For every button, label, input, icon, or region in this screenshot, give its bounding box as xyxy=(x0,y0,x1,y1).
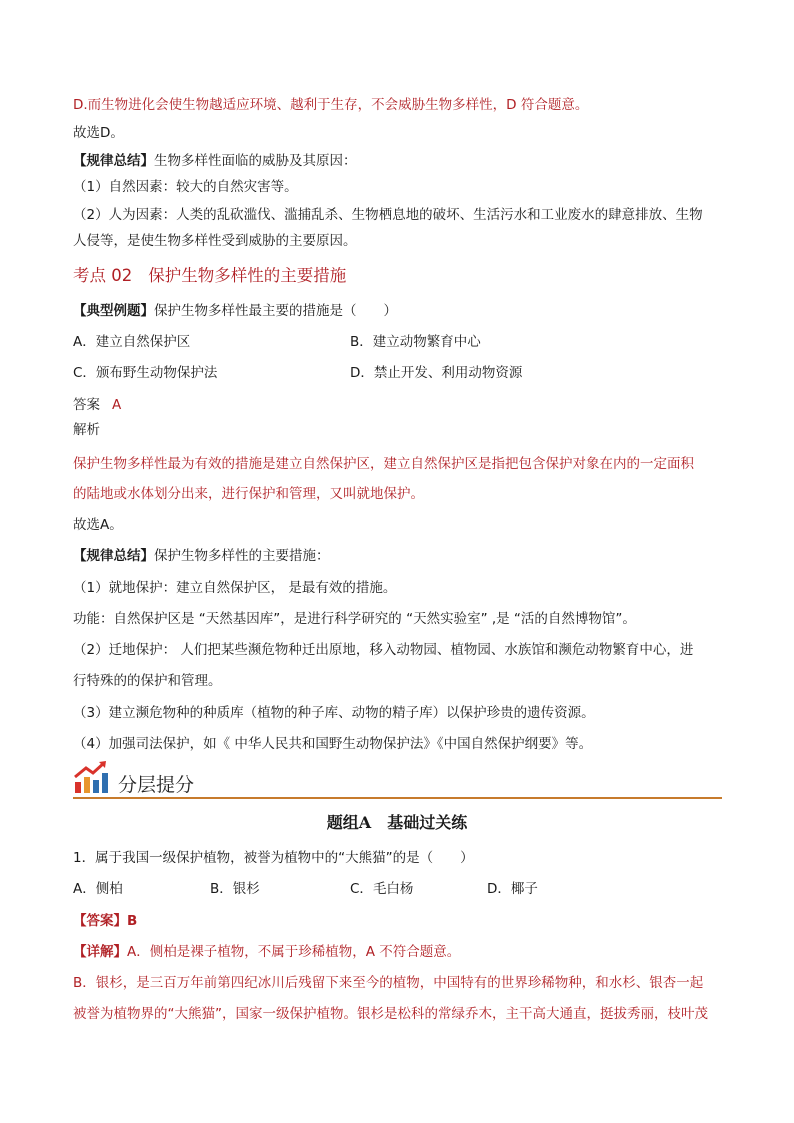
question-1: 1．属于我国一级保护植物，被誉为植物中的“大熊猫”的是（ ） xyxy=(73,850,474,866)
summary-tag: 【规律总结】 xyxy=(73,153,154,169)
q1-detail-b-1: B．银杉，是三百万年前第四纪冰川后残留下来至今的植物，中国特有的世界珍稀物种，和水杉、银杏一起 xyxy=(73,975,704,991)
analysis-line-1: 保护生物多样性最为有效的措施是建立自然保护区，建立自然保护区是指把包含保护对象在内的一定面积 xyxy=(73,456,694,472)
summary-line-1 xyxy=(73,152,357,170)
example-answer xyxy=(73,396,121,414)
chart-growth-icon xyxy=(73,760,109,794)
banner-divider xyxy=(73,797,722,799)
example-tag: 【典型例题】 xyxy=(73,303,154,319)
measure-1: （1）就地保护：建立自然保护区， 是最有效的措施。 xyxy=(73,580,397,596)
example-option-d: D．禁止开发、利用动物资源 xyxy=(350,365,523,381)
section-heading xyxy=(73,262,346,286)
choose-d: 故选D。 xyxy=(73,125,124,141)
section-number: 考点 02 xyxy=(73,266,133,285)
human-factors-2: 人侵等，是使生物多样性受到威胁的主要原因。 xyxy=(73,233,357,249)
example-question xyxy=(73,302,397,320)
measure-2-line-2: 行特殊的的保护和管理。 xyxy=(73,673,222,689)
q1-option-b: B．银杉 xyxy=(210,881,260,897)
analysis-line-2: 的陆地或水体划分出来，进行保护和管理，又叫就地保护。 xyxy=(73,486,424,502)
answer-label: 答案 xyxy=(73,397,100,413)
choose-a: 故选A。 xyxy=(73,517,123,533)
q1-option-c: C．毛白杨 xyxy=(350,881,414,897)
option-d-explanation: D.而生物进化会使生物越适应环境、越利于生存，不会威胁生物多样性，D 符合题意。 xyxy=(73,97,589,113)
measures-summary xyxy=(73,547,330,565)
q1-answer: 【答案】B xyxy=(73,913,138,929)
analysis-label: 解析 xyxy=(73,422,100,438)
measure-3: （3）建立濒危物种的种质库（植物的种子库、动物的精子库）以保护珍贵的遗传资源。 xyxy=(73,705,595,721)
q1-option-d: D．椰子 xyxy=(487,881,538,897)
summary-text-2: 保护生物多样性的主要措施： xyxy=(154,548,330,564)
summary-tag-2: 【规律总结】 xyxy=(73,548,154,564)
measure-1-function: 功能：自然保护区是 “天然基因库”，是进行科学研究的 “天然实验室” ,是 “活的自然博物馆”。 xyxy=(73,611,636,627)
q1-detail-a xyxy=(73,943,460,961)
example-option-c: C．颁布野生动物保护法 xyxy=(73,365,218,381)
measure-4: （4）加强司法保护，如《 中华人民共和国野生动物保护法》《中国自然保护纲要》等。 xyxy=(73,736,593,752)
human-factors-1: （2）人为因素：人类的乱砍滥伐、滥捕乱杀、生物栖息地的破坏、生活污水和工业废水的肆意排放、生物 xyxy=(73,207,703,223)
section-title: 保护生物多样性的主要措施 xyxy=(148,266,347,285)
q1-detail-b-2: 被誉为植物界的“大熊猫”，国家一级保护植物。银杉是松科的常绿乔木，主干高大通直，挺拔秀丽，枝叶茂 xyxy=(73,1006,708,1022)
natural-factors: （1）自然因素：较大的自然灾害等。 xyxy=(73,179,298,195)
example-option-b: B．建立动物繁育中心 xyxy=(350,334,481,350)
example-text: 保护生物多样性最主要的措施是（ ） xyxy=(154,303,397,319)
measure-2-line-1: （2）迁地保护： 人们把某些濒危物种迁出原地，移入动物园、植物园、水族馆和濒危动物繁育中心，进 xyxy=(73,642,694,658)
group-title: 题组A 基础过关练 xyxy=(326,813,468,832)
detail-a-text: A．侧柏是裸子植物，不属于珍稀植物，A 不符合题意。 xyxy=(127,944,461,960)
answer-value: A xyxy=(112,397,122,413)
detail-tag: 【详解】 xyxy=(73,944,127,960)
banner-title: 分层提分 xyxy=(118,774,195,796)
example-option-a: A．建立自然保护区 xyxy=(73,334,191,350)
q1-option-a: A．侧柏 xyxy=(73,881,123,897)
summary-text: 生物多样性面临的威胁及其原因： xyxy=(154,153,357,169)
